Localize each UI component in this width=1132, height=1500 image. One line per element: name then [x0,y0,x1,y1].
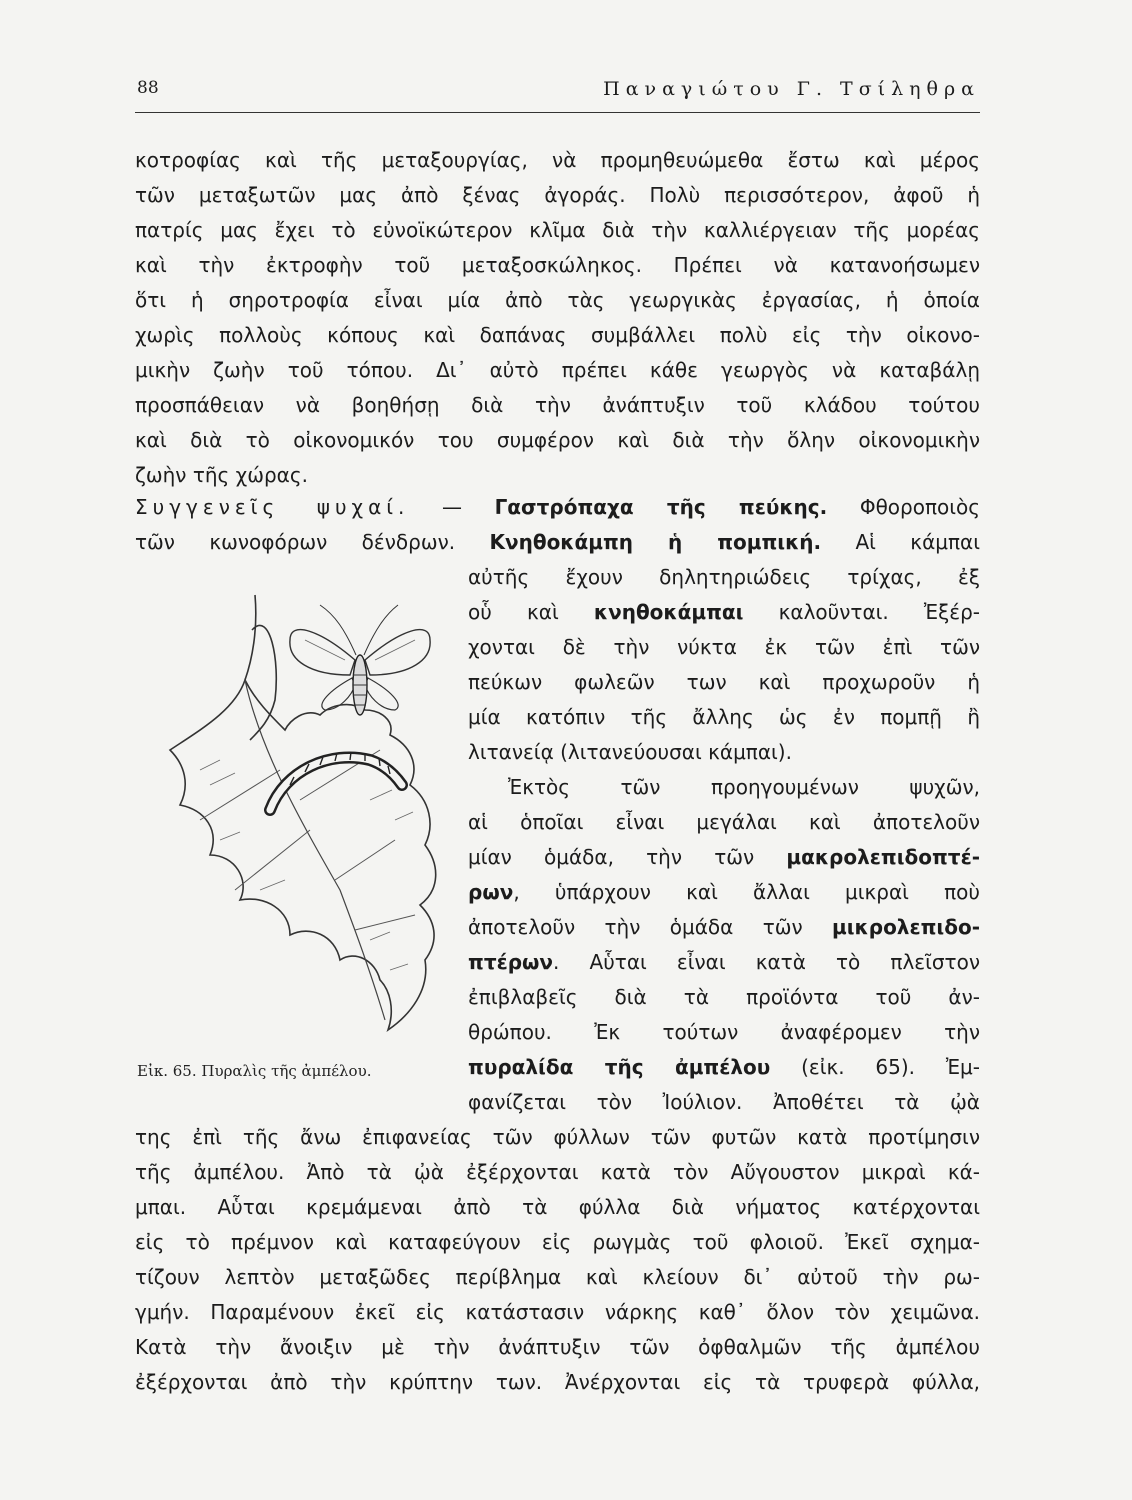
text-line: κοτροφίας καὶ τῆς μεταξουργίας, νὰ προμηθευώμεθα ἔστω καὶ μέρος [135,148,980,172]
text-line [468,599,980,627]
text-line: προσπάθειαν νὰ βοηθήσῃ διὰ τὴν ἀνάπτυξιν τοῦ κλάδου τούτου [135,393,980,417]
text-line: χωρὶς πολλοὺς κόπους καὶ δαπάνας συμβάλλει πολὺ εἰς τὴν οἰκονο- [135,323,980,347]
term-pyralis: πυραλίδα τῆς ἀμπέλου [468,1055,771,1079]
text-line: θρώπου. Ἐκ τούτων ἀναφέρομεν τὴν [468,1020,980,1044]
text-line: φανίζεται τὸν Ἰούλιον. Ἀποθέτει τὰ ᾠὰ [468,1090,980,1114]
text-line: τίζουν λεπτὸν μεταξῶδες περίβλημα καὶ κλείουν δι᾿ αὐτοῦ τὴν ρω- [135,1265,980,1289]
term-makrolepidoptera: μακρολεπιδοπτέ- [786,845,980,869]
text-line [135,529,980,557]
text-line: αὐτῆς ἔχουν δηλητηριώδεις τρίχας, ἐξ [468,565,980,589]
figure-pyralis-illustration [140,590,460,1040]
text-line [468,1054,980,1082]
vine-leaf [170,680,436,1030]
text-line: ζωὴν τῆς χώρας. [135,463,308,487]
text-span: ἀποτελοῦν τὴν ὁμάδα τῶν [468,915,833,939]
moth [290,605,430,715]
text-span: οὗ καὶ [468,600,594,624]
term-knithokampai: κνηθοκάμπαι [593,600,744,624]
text-line: Κατὰ τὴν ἄνοιξιν μὲ τὴν ἀνάπτυξιν τῶν ὀφθαλμῶν τῆς ἀμπέλου [135,1335,980,1359]
text-line: μία κατόπιν τῆς ἄλλης ὡς ἐν πομπῇ ἢ [468,705,980,729]
text-span: , ὑπάρχουν καὶ ἄλλαι μικραὶ ποὺ [513,880,980,904]
text-line [468,914,980,942]
text-line: εἰς τὸ πρέμνον καὶ καταφεύγουν εἰς ρωγμὰς τοῦ φλοιοῦ. Ἐκεῖ σχημα- [135,1230,980,1254]
text-span: (εἰκ. 65). Ἐμ- [770,1055,980,1079]
term-knithokampi: Κνηθοκάμπη ἡ πομπική. [489,530,822,554]
text-line: καὶ διὰ τὸ οἰκονομικόν του συμφέρον καὶ διὰ τὴν ὅλην οἰκονομικὴν [135,428,980,452]
term-mikrolepidoptera: μικρολεπιδο- [832,915,980,939]
text-span: μίαν ὁμάδα, τὴν τῶν [468,845,787,869]
text-span: Αἱ κάμπαι [821,530,980,554]
text-line: ἐπιβλαβεῖς διὰ τὰ προϊόντα τοῦ ἀν- [468,985,980,1009]
page-number: 88 [137,78,159,98]
text-line [468,844,980,872]
text-line: αἱ ὁποῖαι εἶναι μεγάλαι καὶ ἀποτελοῦν [468,810,980,834]
section-heading-line [135,494,980,522]
running-head: Παναγιώτου Γ. Τσίληθρα [603,78,980,100]
page-header [135,78,980,113]
text-line [468,879,980,907]
text-line: λιτανείᾳ (λιτανεύουσαι κάμπαι). [468,740,792,764]
text-line: μικὴν ζωὴν τοῦ τόπου. Δι᾿ αὐτὸ πρέπει κάθε γεωργὸς νὰ καταβάλῃ [135,358,980,382]
text-line: χονται δὲ τὴν νύκτα ἐκ τῶν ἐπὶ τῶν [468,635,980,659]
text-line: τῶν μεταξωτῶν μας ἀπὸ ξένας ἀγοράς. Πολὺ περισσότερον, ἀφοῦ ἡ [135,183,980,207]
text-span: Φθοροποιὸς [827,495,980,519]
text-line: πεύκων φωλεῶν των καὶ προχωροῦν ἡ [468,670,980,694]
vine-stem [245,595,276,740]
text-line: Ἐκτὸς τῶν προηγουμένων ψυχῶν, [508,775,980,799]
text-line: τῆς ἀμπέλου. Ἀπὸ τὰ ᾠὰ ἐξέρχονται κατὰ τὸν Αὔγουστον μικραὶ κά- [135,1160,980,1184]
text-line: καὶ τὴν ἐκτροφὴν τοῦ μεταξοσκώληκος. Πρέπει νὰ κατανοήσωμεν [135,253,980,277]
text-line: μπαι. Αὗται κρεμάμεναι ἀπὸ τὰ φύλλα διὰ νήματος κατέρχονται [135,1195,980,1219]
term-gastropacha: Γαστρόπαχα τῆς πεύκης. [494,495,828,519]
text-line: πατρίς μας ἔχει τὸ εὐνοϊκώτερον κλῖμα διὰ τὴν καλλιέργειαν τῆς μορέας [135,218,980,242]
section-heading: Συγγενεῖς ψυχαί. [135,495,410,519]
term-makrolepidoptera-end: ρων [468,880,514,904]
caterpillar [270,752,402,810]
dash: — [409,495,495,519]
text-line: ἐξέρχονται ἀπὸ τὴν κρύπτην των. Ἀνέρχονται εἰς τὰ τρυφερὰ φύλλα, [135,1370,980,1394]
text-span: . Αὗται εἶναι κατὰ τὸ πλεῖστον [553,950,980,974]
text-line: ὅτι ἡ σηροτροφία εἶναι μία ἀπὸ τὰς γεωργικὰς ἐργασίας, ἡ ὁποία [135,288,980,312]
term-mikrolepidoptera-end: πτέρων [468,950,554,974]
text-span: καλοῦνται. Ἐξέρ- [743,600,980,624]
text-line: της ἐπὶ τῆς ἄνω ἐπιφανείας τῶν φύλλων τῶν φυτῶν κατὰ προτίμησιν [135,1125,980,1149]
text-line [468,949,980,977]
text-line: γμήν. Παραμένουν ἐκεῖ εἰς κατάστασιν νάρκης καθ᾿ ὅλον τὸν χειμῶνα. [135,1300,980,1324]
figure-caption: Εἰκ. 65. Πυραλὶς τῆς ἀμπέλου. [137,1062,372,1080]
text-span: τῶν κωνοφόρων δένδρων. [135,530,490,554]
